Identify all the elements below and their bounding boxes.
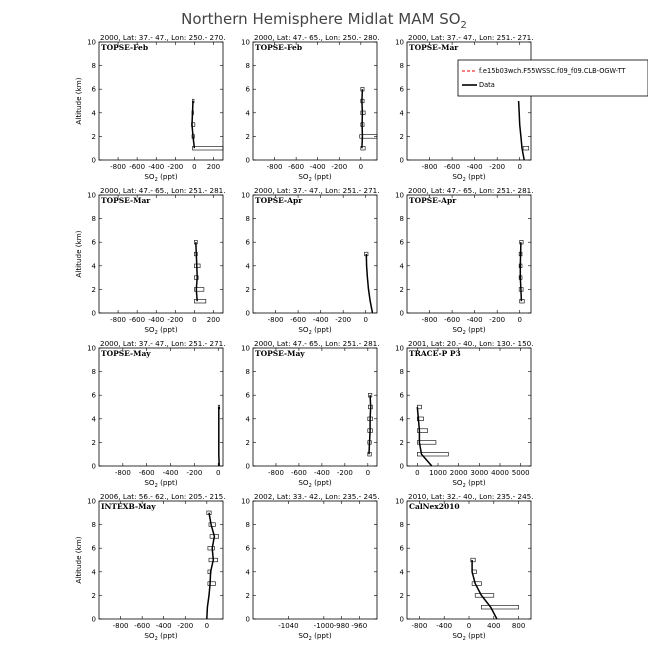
panel-11 xyxy=(241,492,379,642)
x-tick-label: -400 xyxy=(309,163,326,171)
x-axis-label: $SO_2$ (ppt) xyxy=(298,631,332,642)
y-tick-label: 0 xyxy=(91,309,96,318)
x-tick-label: 0 xyxy=(204,622,210,630)
data-profile-line xyxy=(520,242,521,301)
x-axis-label: $SO_2$ (ppt) xyxy=(144,478,178,489)
y-tick-label: 2 xyxy=(399,438,404,447)
y-tick-label: 10 xyxy=(241,344,250,353)
y-tick-label: 4 xyxy=(91,568,96,577)
y-tick-label: 6 xyxy=(91,391,96,400)
y-tick-label: 6 xyxy=(399,238,404,247)
plot-frame xyxy=(253,195,377,313)
y-tick-label: 0 xyxy=(91,462,96,471)
y-tick-label: 0 xyxy=(399,615,404,624)
plot-frame xyxy=(99,195,223,313)
x-tick-label: 4000 xyxy=(491,469,509,477)
x-axis-label: $SO_2$ (ppt) xyxy=(298,172,332,183)
x-tick-label: -200 xyxy=(186,469,203,477)
y-tick-label: 2 xyxy=(91,591,96,600)
panel-9 xyxy=(395,339,533,489)
x-tick-label: -600 xyxy=(444,163,461,171)
x-tick-label: 2000 xyxy=(449,469,468,477)
data-profile-line xyxy=(362,89,363,148)
y-tick-label: 0 xyxy=(245,309,250,318)
x-tick-label: -600 xyxy=(290,316,307,324)
data-profile-line xyxy=(207,513,215,619)
panel-header: 2000, Lat: 37.- 47., Lon: 251.- 271. xyxy=(408,33,534,42)
y-tick-label: 4 xyxy=(245,568,250,577)
x-tick-label: -980 xyxy=(333,622,350,630)
y-tick-label: 6 xyxy=(245,544,250,553)
panel-label: TOPSE-Feb xyxy=(101,43,149,52)
panel-label: TRACE-P P3 xyxy=(409,349,461,358)
y-tick-label: 2 xyxy=(245,132,250,141)
x-tick-label: -400 xyxy=(148,163,165,171)
x-axis-label: $SO_2$ (ppt) xyxy=(452,172,486,183)
y-tick-label: 4 xyxy=(245,262,250,271)
y-tick-label: 10 xyxy=(87,344,96,353)
legend xyxy=(458,60,648,96)
panel-4 xyxy=(74,186,226,336)
y-tick-label: 10 xyxy=(241,191,250,200)
x-tick-label: -200 xyxy=(336,469,353,477)
panel-header: 2006, Lat: 56.- 62., Lon: 205.- 215. xyxy=(100,492,226,501)
y-tick-label: 2 xyxy=(91,438,96,447)
data-profile-line xyxy=(192,101,194,148)
x-tick-label: -200 xyxy=(167,316,184,324)
x-tick-label: -200 xyxy=(335,316,352,324)
panel-label: TOPSE-Mar xyxy=(409,43,459,52)
panel-header: 2001, Lat: 20.- 40., Lon: 130.- 150. xyxy=(408,339,534,348)
x-tick-label: 0 xyxy=(358,163,364,171)
plot-frame xyxy=(99,348,223,466)
y-tick-label: 6 xyxy=(399,391,404,400)
data-range-box xyxy=(481,605,518,609)
x-tick-label: -400 xyxy=(148,316,165,324)
legend-box xyxy=(458,60,648,96)
y-tick-label: 2 xyxy=(245,285,250,294)
y-tick-label: 0 xyxy=(399,462,404,471)
y-tick-label: 6 xyxy=(399,544,404,553)
y-tick-label: 6 xyxy=(399,85,404,94)
y-axis-label: Altitude (km) xyxy=(74,230,83,278)
y-tick-label: 0 xyxy=(245,156,250,165)
data-profile-line xyxy=(472,560,497,619)
y-tick-label: 8 xyxy=(91,62,96,71)
data-range-box xyxy=(472,582,481,586)
x-tick-label: -600 xyxy=(134,622,151,630)
x-tick-label: -400 xyxy=(162,469,179,477)
x-tick-label: -800 xyxy=(110,163,127,171)
x-axis-label: $SO_2$ (ppt) xyxy=(144,172,178,183)
figure-title xyxy=(181,10,467,31)
x-tick-label: -200 xyxy=(489,316,506,324)
y-tick-label: 4 xyxy=(91,415,96,424)
y-tick-label: 6 xyxy=(245,85,250,94)
plot-frame xyxy=(407,501,531,619)
y-tick-label: 8 xyxy=(399,521,404,530)
x-axis-label: $SO_2$ (ppt) xyxy=(144,325,178,336)
y-tick-label: 10 xyxy=(87,497,96,506)
panel-header: 2000, Lat: 47.- 65., Lon: 251.- 281. xyxy=(408,186,534,195)
x-tick-label: 200 xyxy=(206,163,221,171)
y-tick-label: 2 xyxy=(245,438,250,447)
data-profile-line xyxy=(366,254,372,313)
x-tick-label: 0 xyxy=(215,469,221,477)
y-tick-label: 6 xyxy=(91,544,96,553)
data-profile-line xyxy=(519,101,525,160)
x-tick-label: -200 xyxy=(167,163,184,171)
y-tick-label: 4 xyxy=(399,262,404,271)
y-tick-label: 8 xyxy=(91,521,96,530)
x-tick-label: 400 xyxy=(487,622,501,630)
x-tick-label: -800 xyxy=(421,163,438,171)
x-axis-label: $SO_2$ (ppt) xyxy=(452,631,486,642)
data-range-box xyxy=(194,299,205,303)
y-tick-label: 8 xyxy=(91,215,96,224)
y-tick-label: 8 xyxy=(399,368,404,377)
panel-header: 2000, Lat: 37.- 47., Lon: 250.- 270. xyxy=(100,33,226,42)
panel-header: 2000, Lat: 37.- 47., Lon: 251.- 271. xyxy=(254,186,380,195)
panel-label: TOPSE-Apr xyxy=(255,196,303,205)
y-tick-label: 10 xyxy=(241,38,250,47)
x-tick-label: 1000 xyxy=(429,469,447,477)
plot-frame xyxy=(99,501,223,619)
y-tick-label: 10 xyxy=(87,191,96,200)
x-tick-label: -1000 xyxy=(313,622,335,630)
y-tick-label: 4 xyxy=(245,109,250,118)
panel-grid xyxy=(74,33,534,642)
x-tick-label: -600 xyxy=(138,469,155,477)
y-tick-label: 2 xyxy=(91,285,96,294)
panel-8 xyxy=(241,339,379,489)
x-tick-label: -600 xyxy=(444,316,461,324)
x-tick-label: -200 xyxy=(331,163,348,171)
panel-header: 2000, Lat: 47.- 65., Lon: 251.- 281. xyxy=(100,186,226,195)
y-tick-label: 0 xyxy=(245,462,250,471)
x-tick-label: 0 xyxy=(192,316,197,324)
y-axis-label: Altitude (km) xyxy=(74,536,83,584)
panel-label: TOPSE-Mar xyxy=(101,196,151,205)
panel-7 xyxy=(87,339,225,489)
x-tick-label: 0 xyxy=(466,622,472,630)
y-tick-label: 4 xyxy=(245,415,250,424)
panel-header: 2000, Lat: 47.- 65., Lon: 251.- 281. xyxy=(254,339,380,348)
x-tick-label: -600 xyxy=(288,163,305,171)
x-tick-label: 0 xyxy=(192,163,197,171)
x-tick-label: 200 xyxy=(206,316,221,324)
y-tick-label: 2 xyxy=(245,591,250,600)
panel-label: TOPSE-Feb xyxy=(255,43,303,52)
y-tick-label: 8 xyxy=(91,368,96,377)
y-tick-label: 0 xyxy=(399,156,404,165)
legend-model-label: f.e15b03wch.F55WSSC.f09_f09.CLB-OGW-TT xyxy=(479,67,626,75)
y-tick-label: 4 xyxy=(399,109,404,118)
y-tick-label: 8 xyxy=(399,215,404,224)
x-tick-label: 800 xyxy=(511,622,526,630)
x-tick-label: -600 xyxy=(129,163,146,171)
panel-3 xyxy=(395,33,533,183)
y-tick-label: 4 xyxy=(399,415,404,424)
plot-frame xyxy=(407,195,531,313)
x-tick-label: -600 xyxy=(290,469,307,477)
panel-label: TOPSE-May xyxy=(101,349,151,358)
panel-label: TOPSE-May xyxy=(255,349,305,358)
x-tick-label: -400 xyxy=(313,469,330,477)
x-tick-label: -800 xyxy=(114,469,131,477)
x-tick-label: -800 xyxy=(110,316,127,324)
y-tick-label: 8 xyxy=(245,62,250,71)
y-tick-label: 4 xyxy=(91,109,96,118)
y-tick-label: 2 xyxy=(91,132,96,141)
y-tick-label: 10 xyxy=(395,344,404,353)
y-tick-label: 2 xyxy=(399,285,404,294)
y-tick-label: 4 xyxy=(399,568,404,577)
x-tick-label: 0 xyxy=(363,316,368,324)
x-tick-label: -200 xyxy=(177,622,194,630)
y-tick-label: 10 xyxy=(395,38,404,47)
y-tick-label: 6 xyxy=(245,391,250,400)
x-tick-label: -400 xyxy=(436,622,453,630)
y-tick-label: 6 xyxy=(91,238,96,247)
panel-6 xyxy=(395,186,533,336)
x-tick-label: -800 xyxy=(268,469,284,477)
panel-5 xyxy=(241,186,379,336)
x-axis-label: $SO_2$ (ppt) xyxy=(298,478,332,489)
data-profile-line xyxy=(417,407,432,466)
plot-frame xyxy=(253,348,377,466)
panel-header: 2000, Lat: 47.- 65., Lon: 250.- 280. xyxy=(254,33,380,42)
x-axis-label: $SO_2$ (ppt) xyxy=(452,478,486,489)
data-range-box xyxy=(523,146,529,150)
y-tick-label: 4 xyxy=(91,262,96,271)
x-tick-label: 3000 xyxy=(470,469,489,477)
y-tick-label: 0 xyxy=(91,615,96,624)
y-tick-label: 8 xyxy=(399,62,404,71)
y-tick-label: 6 xyxy=(91,85,96,94)
plot-frame xyxy=(99,42,223,160)
x-tick-label: -600 xyxy=(129,316,146,324)
y-tick-label: 0 xyxy=(91,156,96,165)
figure-title-text: Northern Hemisphere Midlat MAM SO xyxy=(181,10,461,28)
x-tick-label: -1040 xyxy=(278,622,299,630)
data-range-box xyxy=(208,546,214,550)
data-profile-line xyxy=(196,242,197,301)
x-tick-label: 0 xyxy=(517,163,522,171)
y-tick-label: 6 xyxy=(245,238,250,247)
x-tick-label: -400 xyxy=(155,622,172,630)
y-axis-label: Altitude (km) xyxy=(74,77,83,125)
panel-header: 2002, Lat: 33.- 42., Lon: 235.- 245. xyxy=(254,492,380,501)
plot-frame xyxy=(253,501,377,619)
y-tick-label: 8 xyxy=(245,215,250,224)
x-tick-label: -960 xyxy=(351,622,368,630)
y-tick-label: 0 xyxy=(399,309,404,318)
plot-frame xyxy=(407,348,531,466)
x-tick-label: 0 xyxy=(365,469,371,477)
x-tick-label: 0 xyxy=(517,316,522,324)
data-profile-line xyxy=(369,395,371,454)
panel-label: INTEXB-May xyxy=(101,502,156,511)
x-tick-label: -400 xyxy=(466,316,483,324)
x-tick-label: -400 xyxy=(312,316,329,324)
panel-1 xyxy=(74,33,226,183)
y-tick-label: 8 xyxy=(245,521,250,530)
panel-label: TOPSE-Apr xyxy=(409,196,457,205)
x-axis-label: $SO_2$ (ppt) xyxy=(452,325,486,336)
panel-10 xyxy=(74,492,226,642)
x-tick-label: -800 xyxy=(421,316,438,324)
x-axis-label: $SO_2$ (ppt) xyxy=(298,325,332,336)
x-tick-label: -800 xyxy=(267,316,284,324)
y-tick-label: 2 xyxy=(399,591,404,600)
y-tick-label: 10 xyxy=(395,191,404,200)
figure-title-subscript: 2 xyxy=(460,20,467,31)
panel-label: CalNex2010 xyxy=(409,502,460,511)
panel-12 xyxy=(395,492,533,642)
x-tick-label: -400 xyxy=(466,163,483,171)
y-tick-label: 10 xyxy=(241,497,250,506)
plot-frame xyxy=(253,42,377,160)
y-tick-label: 0 xyxy=(245,615,250,624)
y-tick-label: 10 xyxy=(87,38,96,47)
data-range-box xyxy=(192,146,223,150)
x-tick-label: 5000 xyxy=(511,469,530,477)
x-tick-label: 0 xyxy=(415,469,420,477)
panel-2 xyxy=(241,33,379,183)
x-tick-label: -800 xyxy=(112,622,129,630)
y-tick-label: 10 xyxy=(395,497,404,506)
legend-data-label: Data xyxy=(479,81,495,89)
panel-header: 2000, Lat: 37.- 47., Lon: 251.- 271. xyxy=(100,339,226,348)
x-tick-label: -800 xyxy=(266,163,283,171)
data-range-box xyxy=(475,594,494,598)
x-tick-label: -200 xyxy=(489,163,506,171)
y-tick-label: 2 xyxy=(399,132,404,141)
data-range-box xyxy=(208,582,216,586)
panel-header: 2010, Lat: 32.- 40., Lon: 235.- 245. xyxy=(408,492,534,501)
x-tick-label: -800 xyxy=(411,622,428,630)
y-tick-label: 8 xyxy=(245,368,250,377)
x-axis-label: $SO_2$ (ppt) xyxy=(144,631,178,642)
